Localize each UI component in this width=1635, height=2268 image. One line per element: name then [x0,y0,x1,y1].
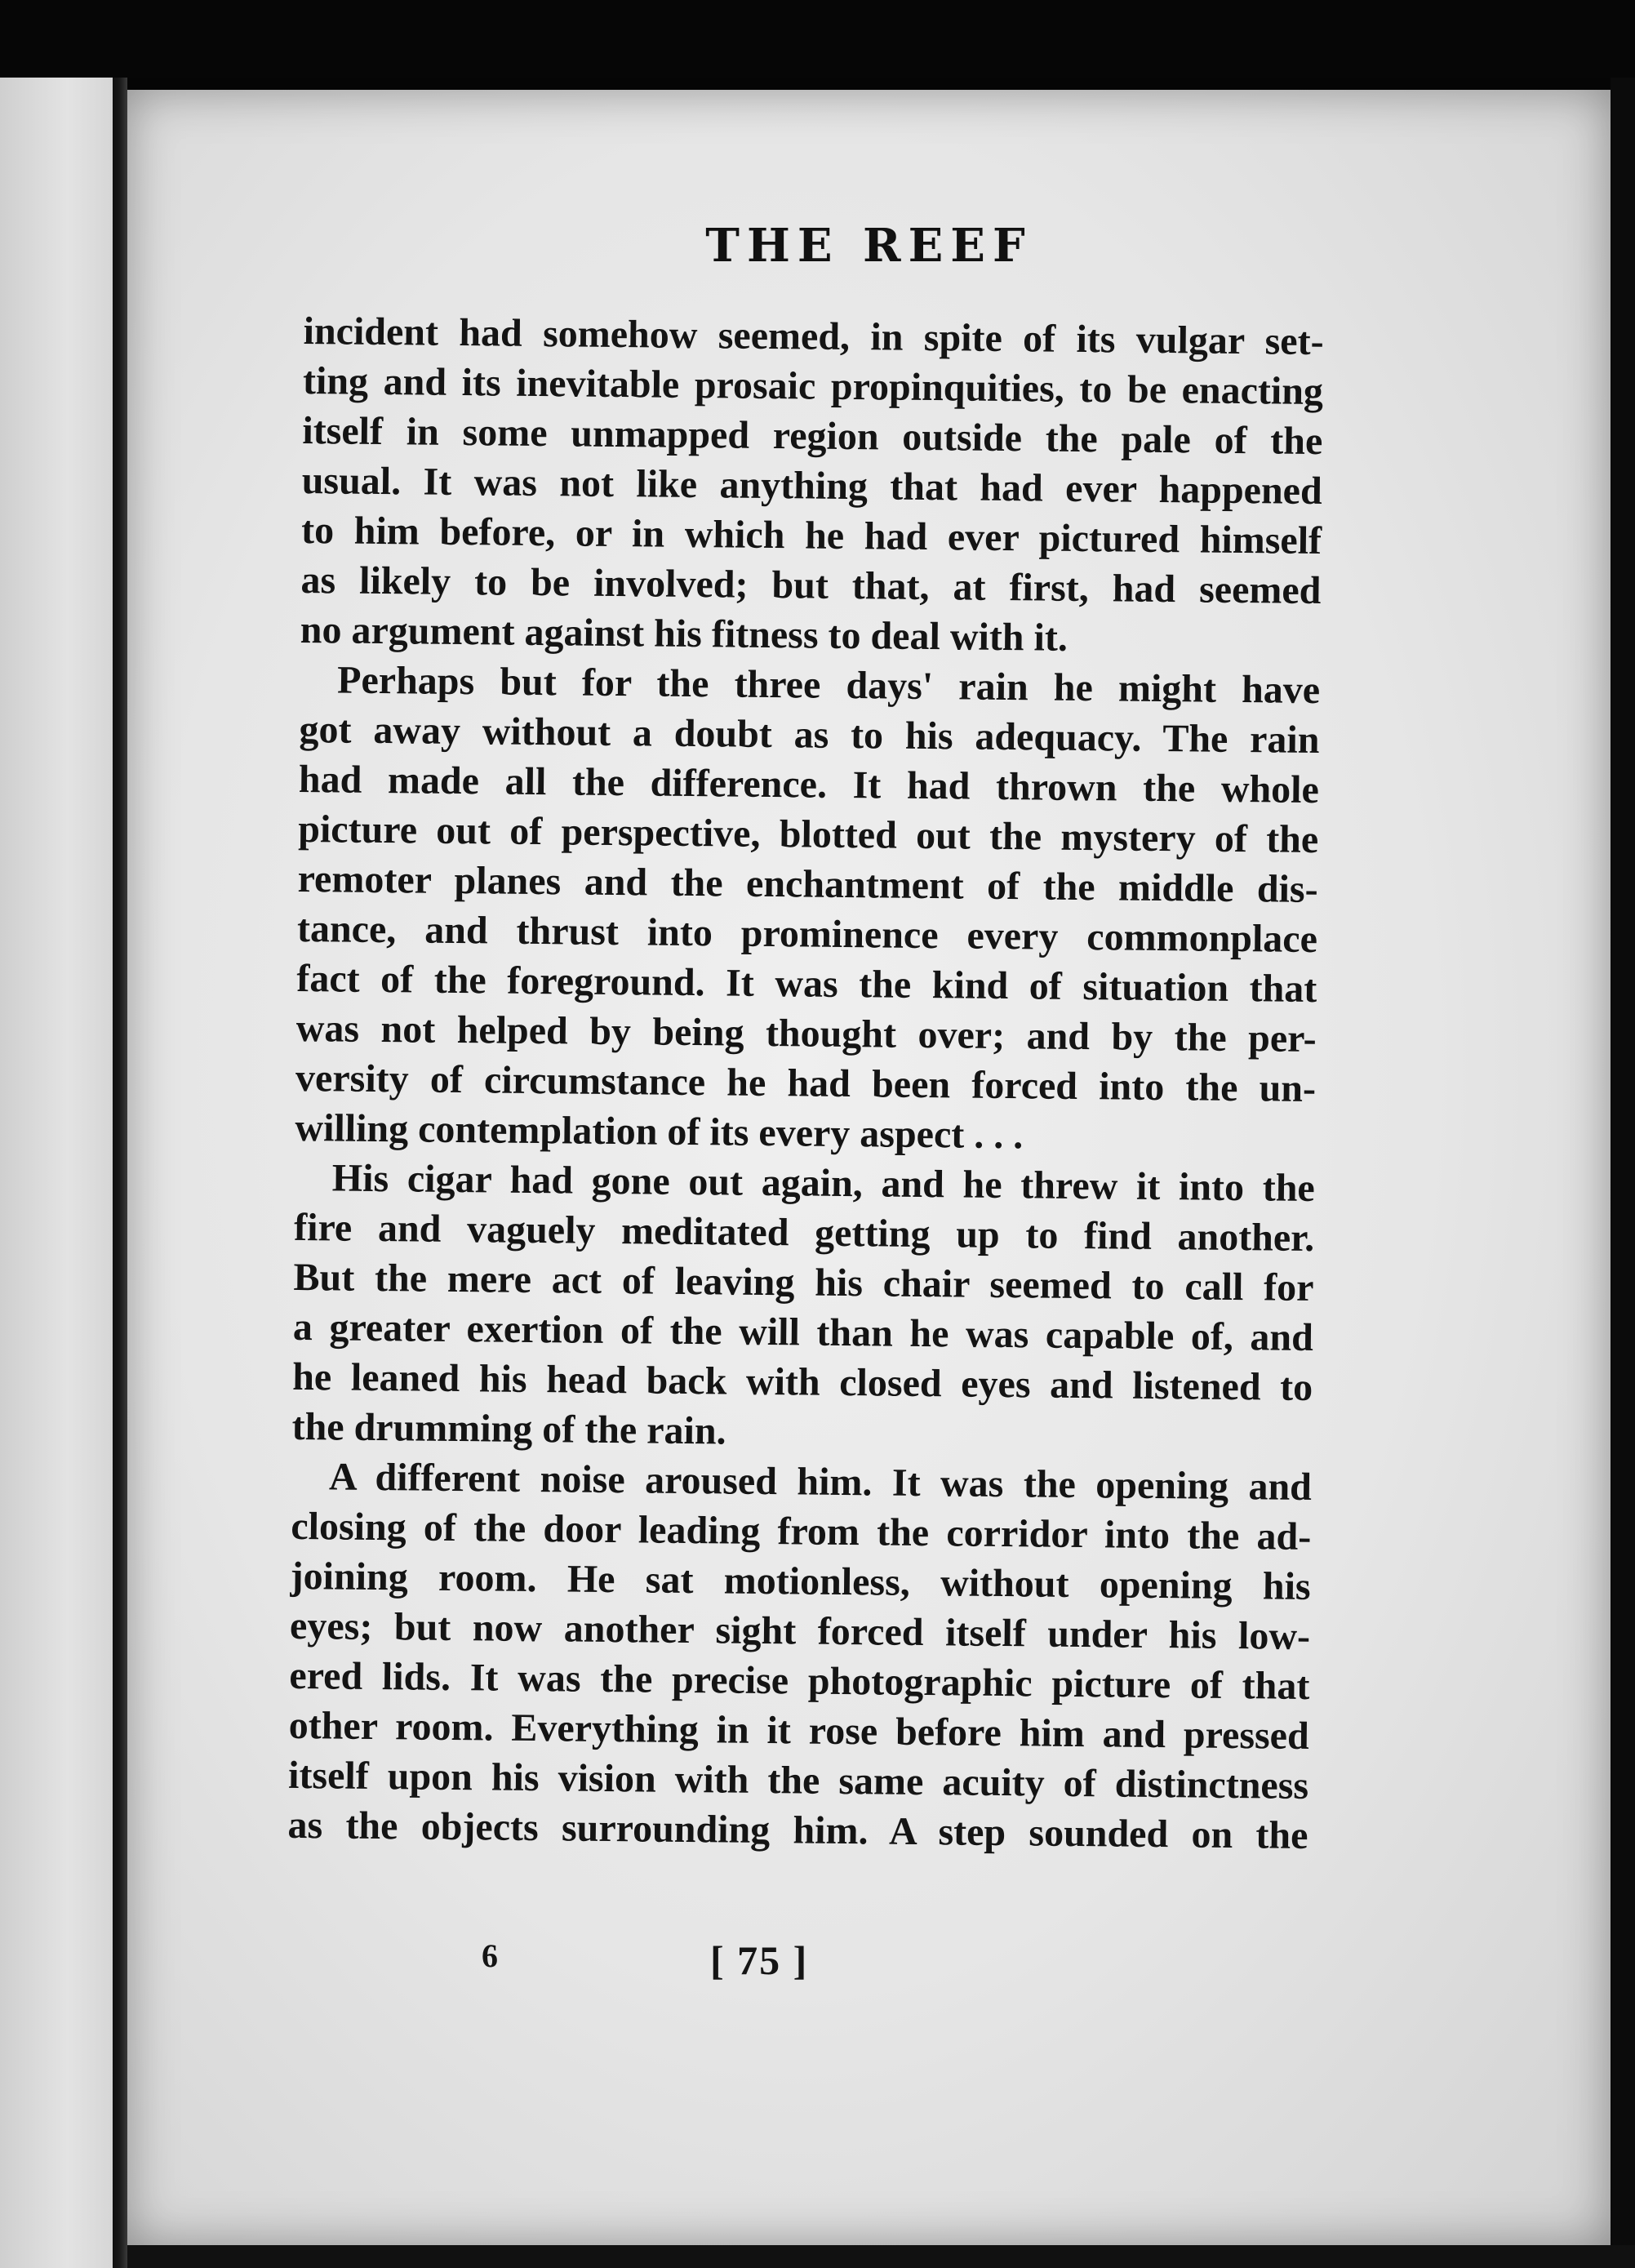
text-line: the drumming of the rain. [291,1404,726,1453]
text-line: versity of circumstance he had been forced into the un- [295,1056,1317,1111]
text-line: he leaned his head back with closed eyes and listened to [291,1354,1313,1410]
text-line: was not helped by being thought over; and by the per- [295,1006,1317,1061]
text-line: joining room. He sat motionless, without opening his [290,1554,1311,1609]
text-line: tance, and thrust into prominence every commonplace [296,906,1318,962]
paragraph-2 [295,655,1320,1163]
text-line: ered lids. It was the precise photographic picture of that [289,1653,1310,1708]
book-gutter [113,78,127,2268]
text-line: eyes; but now another sight forced itself under his low- [289,1603,1311,1658]
scan-right-border [1611,78,1635,2268]
text-line: had made all the difference. It had thrown the whole [298,757,1320,812]
text-line: But the mere act of leaving his chair seemed to call for [293,1255,1314,1310]
text-line: picture out of perspective, blotted out the mystery of the [298,807,1319,862]
paragraph-3 [291,1153,1315,1462]
signature-mark: 6 [482,1937,498,1974]
text-line: a greater exertion of the will than he was capable of, and [292,1305,1314,1360]
running-head: THE REEF [705,219,1033,273]
paragraph-4 [287,1452,1312,1861]
text-line: got away without a doubt as to his adequacy. The rain [299,707,1320,763]
text-line: itself upon his vision with the same acuity of distinctness [287,1753,1309,1808]
page-number: [ 75 ] [710,1937,809,1983]
text-line: fire and vaguely meditated getting up to find another. [293,1205,1315,1261]
text-line: itself in some unmapped region outside the pale of the [302,408,1323,464]
text-line: to him before, or in which he had ever pictured himself [300,508,1322,563]
scan-bottom-border [127,2245,1635,2268]
text-line: ting and its inevitable prosaic propinquities, to be enacting [302,358,1324,414]
text-line: remoter planes and the enchantment of the middle dis- [297,856,1318,912]
text-line: other room. Everything in it rose before him and pressed [288,1703,1310,1758]
text-line: willing contemplation of its every aspect . . . [295,1105,1024,1158]
text-line: His cigar had gone out again, and he threw it into the [331,1156,1316,1211]
body-text [287,306,1324,1861]
text-line: Perhaps but for the three days' rain he might have [336,658,1321,713]
text-line: incident had somehow seemed, in spite of its vulgar set- [303,309,1324,364]
text-line: fact of the foreground. It was the kind of situation that [296,956,1317,1012]
text-line: closing of the door leading from the corridor into the ad- [291,1504,1312,1559]
scan-top-border [0,0,1635,78]
paragraph-1 [300,306,1324,665]
text-line: A different noise aroused him. It was the opening and [328,1455,1313,1510]
text-line: as the objects surrounding him. A step sounded on the [287,1803,1308,1857]
text-line: as likely to be involved; but that, at first, had seemed [300,558,1322,613]
text-line: no argument against his fitness to deal with it. [300,607,1069,660]
text-line: usual. It was not like anything that had ever happened [301,458,1322,514]
facing-page-edge [0,78,113,2268]
